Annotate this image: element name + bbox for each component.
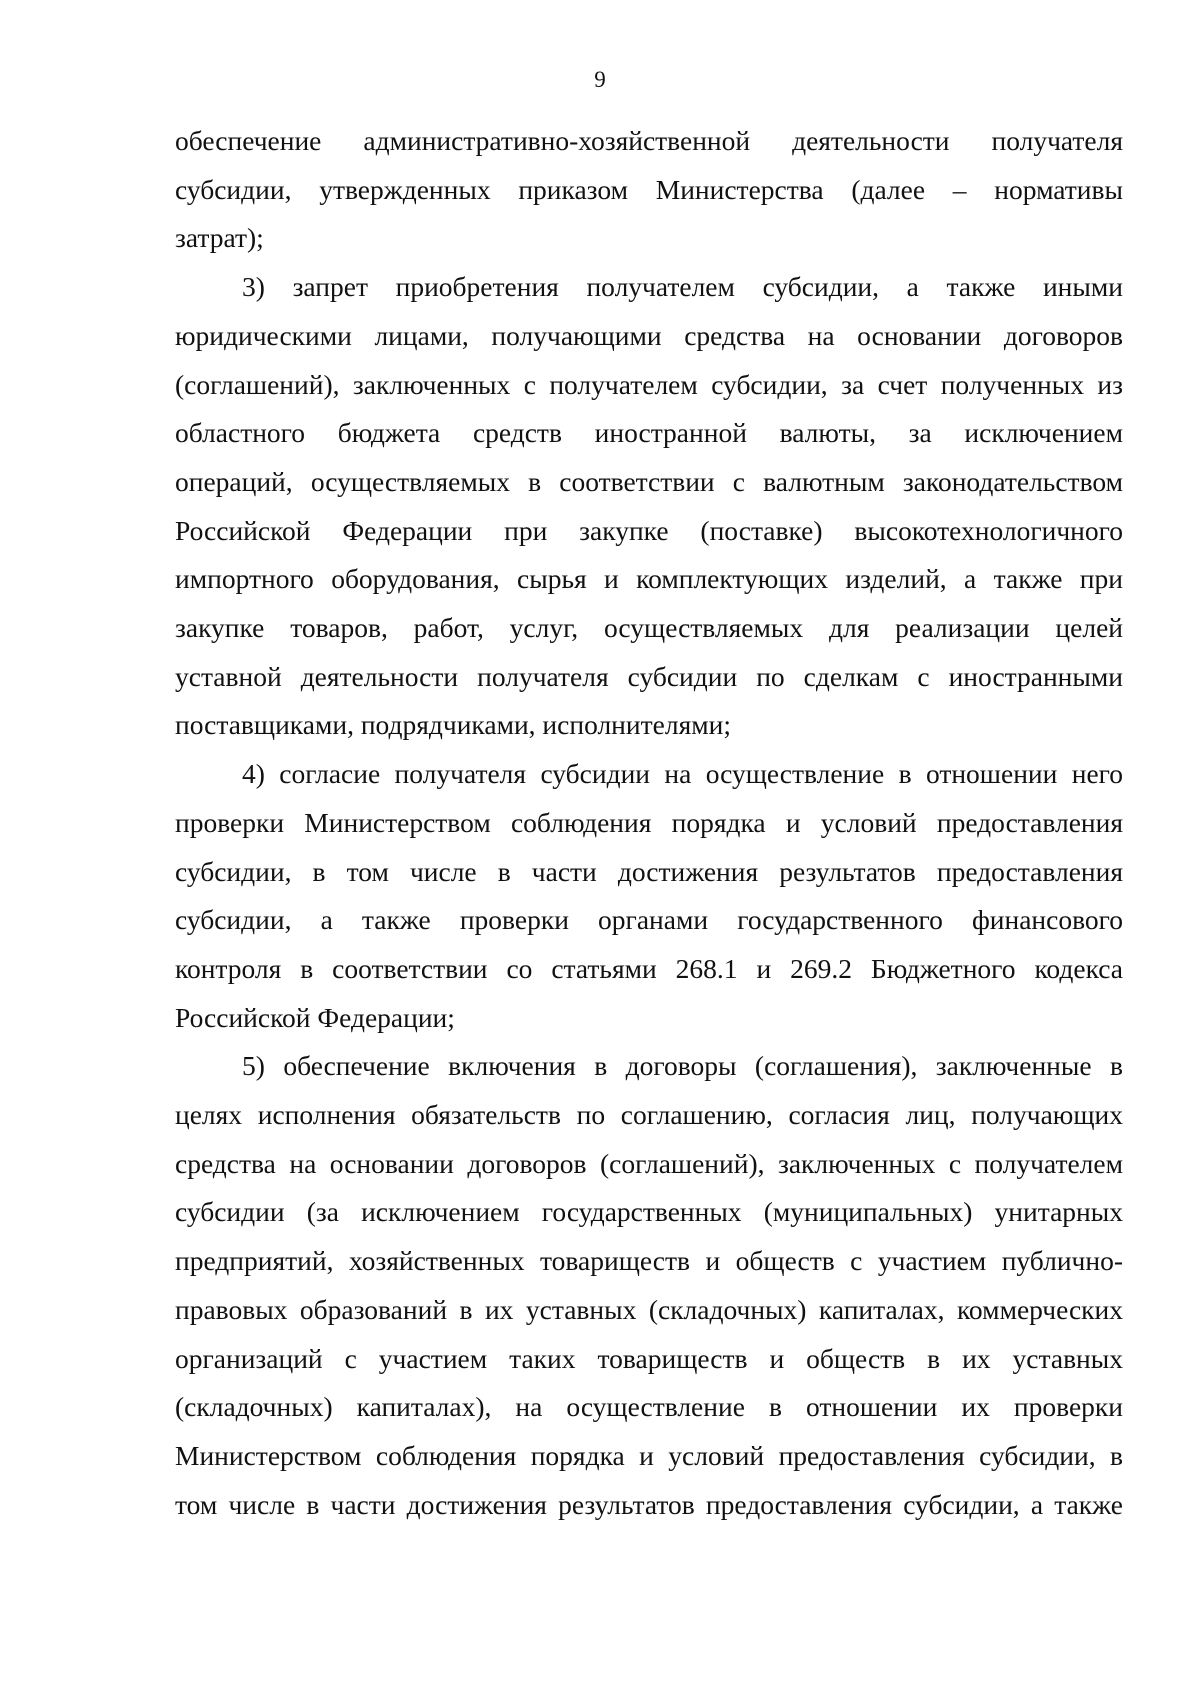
paragraph-line: проверки Министерством соблюдения порядка и условий предоставления (175, 806, 1123, 838)
document-body (175, 117, 1123, 1529)
paragraph-line: 5) обеспечение включения в договоры (соглашения), заключенные в (242, 1050, 1123, 1082)
paragraph-line: уставной деятельности получателя субсидии по сделкам с иностранными (175, 660, 1123, 692)
paragraph-line: том числе в части достижения результатов предоставления субсидии, а также (175, 1488, 1123, 1520)
paragraph-line: 3) запрет приобретения получателем субсидии, а также иными (242, 271, 1123, 303)
page-number: 9 (594, 67, 606, 92)
paragraph-line: (соглашений), заключенных с получателем субсидии, за счет полученных из (175, 368, 1123, 400)
paragraph-line: правовых образований в их уставных (складочных) капиталах, коммерческих (175, 1293, 1123, 1325)
paragraph-line: субсидии, в том числе в части достижения результатов предоставления (175, 855, 1123, 887)
paragraph-line: средства на основании договоров (соглашений), заключенных с получателем (175, 1147, 1123, 1179)
paragraph-line: субсидии, а также проверки органами государственного финансового (175, 904, 1123, 936)
paragraph-line: обеспечение административно-хозяйственной деятельности получателя (175, 125, 1123, 156)
paragraph-line: (складочных) капиталах), на осуществление в отношении их проверки (175, 1391, 1123, 1423)
paragraph-line: субсидии, утвержденных приказом Министерства (далее – нормативы (175, 173, 1123, 205)
paragraph-line: закупке товаров, работ, услуг, осуществляемых для реализации целей (175, 612, 1123, 644)
paragraph-line: Российской Федерации; (175, 1001, 455, 1033)
paragraph-line: операций, осуществляемых в соответствии с валютным законодательством (175, 465, 1123, 497)
paragraph-line: организаций с участием таких товариществ и обществ в их уставных (175, 1342, 1123, 1374)
paragraph-line: затрат); (175, 222, 264, 254)
paragraph-line: субсидии (за исключением государственных (муниципальных) унитарных (175, 1196, 1123, 1228)
paragraph-line: предприятий, хозяйственных товариществ и обществ с участием публично- (175, 1245, 1123, 1277)
paragraph-line: Российской Федерации при закупке (поставке) высокотехнологичного (175, 514, 1123, 546)
paragraph-line: областного бюджета средств иностранной валюты, за исключением (175, 417, 1123, 449)
paragraph-line: юридическими лицами, получающими средства на основании договоров (175, 319, 1123, 351)
paragraph-line: поставщиками, подрядчиками, исполнителями; (175, 709, 731, 741)
paragraph-line: Министерством соблюдения порядка и условий предоставления субсидии, в (175, 1439, 1123, 1471)
paragraph-line: контроля в соответствии со статьями 268.1 и 269.2 Бюджетного кодекса (175, 952, 1123, 984)
paragraph-line: импортного оборудования, сырья и комплектующих изделий, а также при (175, 563, 1123, 595)
paragraph-line: целях исполнения обязательств по соглашению, согласия лиц, получающих (175, 1099, 1123, 1131)
paragraph-line: 4) согласие получателя субсидии на осуществление в отношении него (242, 758, 1123, 790)
